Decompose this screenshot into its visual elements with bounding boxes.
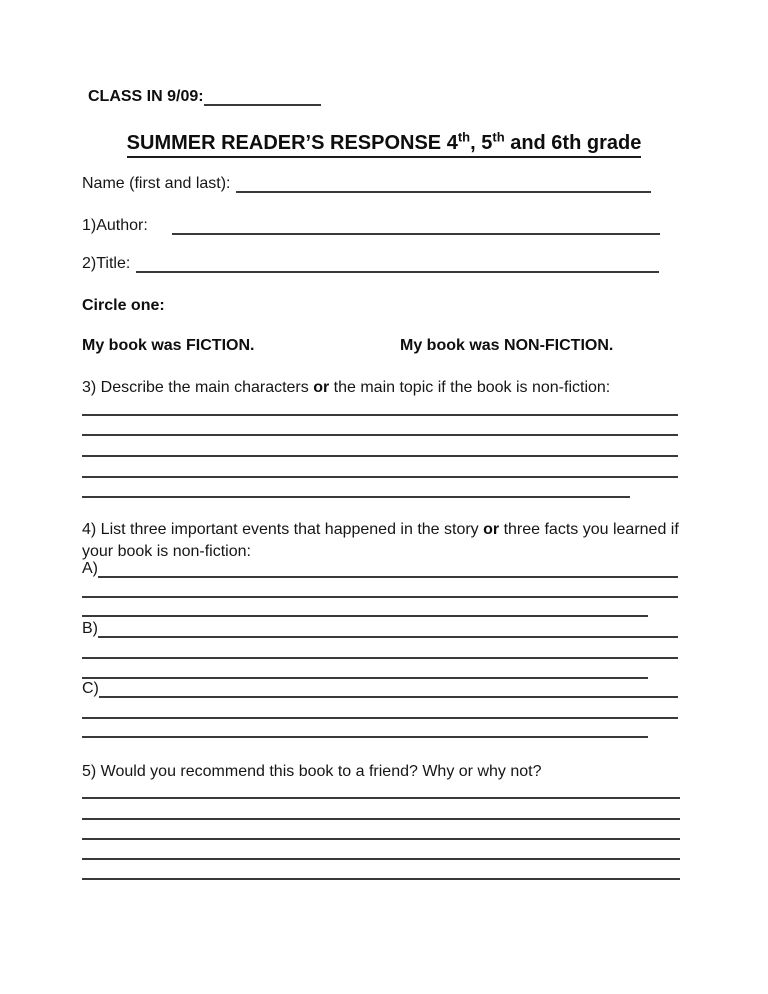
author-row: [82, 217, 660, 235]
circle-one-instruction: Circle one:: [82, 297, 165, 314]
doc-title-part3: and 6th grade: [504, 132, 642, 154]
name-blank-line: [236, 175, 651, 193]
title-row: [0, 131, 768, 158]
question-3-text: [82, 377, 702, 399]
question-3-pre: 3) Describe the main characters: [82, 379, 314, 396]
answer-line: [82, 434, 678, 436]
author-blank-line: [172, 217, 660, 235]
question-4-or: or: [483, 521, 500, 538]
fiction-option: My book was FICTION.: [82, 337, 255, 354]
book-title-blank-line: [136, 255, 659, 273]
answer-line: [82, 657, 678, 659]
item-c-blank-line: [99, 680, 678, 698]
answer-line: [82, 818, 680, 820]
answer-line: [82, 838, 680, 840]
answer-line: [82, 858, 680, 860]
name-row: [82, 175, 651, 193]
nonfiction-option: My book was NON-FICTION.: [400, 337, 614, 354]
name-label: Name (first and last):: [82, 175, 231, 192]
question-4-post: three facts you learned if your book is non-fiction:: [82, 521, 679, 560]
question-5-text: 5) Would you recommend this book to a friend? Why or why not?: [82, 763, 542, 780]
class-line-row: [88, 88, 321, 106]
item-c-label: C): [82, 680, 99, 697]
answer-line: [82, 717, 678, 719]
answer-line: [82, 455, 678, 457]
doc-title-sup-5th: th: [492, 129, 505, 145]
item-a-label: A): [82, 560, 98, 577]
item-b-row: [82, 620, 678, 638]
answer-line: [82, 615, 648, 617]
class-label: CLASS IN 9/09:: [88, 88, 204, 105]
answer-line: [82, 677, 648, 679]
question-4-pre: 4) List three important events that happened in the story: [82, 521, 484, 538]
answer-line: [82, 476, 678, 478]
question-3-post: the main topic if the book is non-fiction:: [329, 379, 611, 396]
book-title-label: 2)Title:: [82, 255, 131, 272]
item-b-blank-line: [98, 620, 678, 638]
item-b-label: B): [82, 620, 98, 637]
question-3-or: or: [313, 379, 330, 396]
class-blank-line: [204, 88, 321, 106]
answer-line: [82, 736, 648, 738]
answer-line: [82, 414, 678, 416]
book-title-row: [82, 255, 659, 273]
answer-line: [82, 496, 630, 498]
answer-line: [82, 797, 680, 799]
answer-line: [82, 596, 678, 598]
item-a-row: [82, 560, 678, 578]
question-4-text: [82, 519, 682, 563]
author-label: 1)Author:: [82, 217, 148, 234]
doc-title-part1: SUMMER READER’S RESPONSE 4: [126, 132, 458, 154]
doc-title-part2: , 5: [470, 132, 493, 154]
doc-title: [127, 131, 642, 158]
item-c-row: [82, 680, 678, 698]
item-a-blank-line: [98, 560, 678, 578]
answer-line: [82, 878, 680, 880]
doc-title-sup-4th: th: [457, 129, 471, 145]
